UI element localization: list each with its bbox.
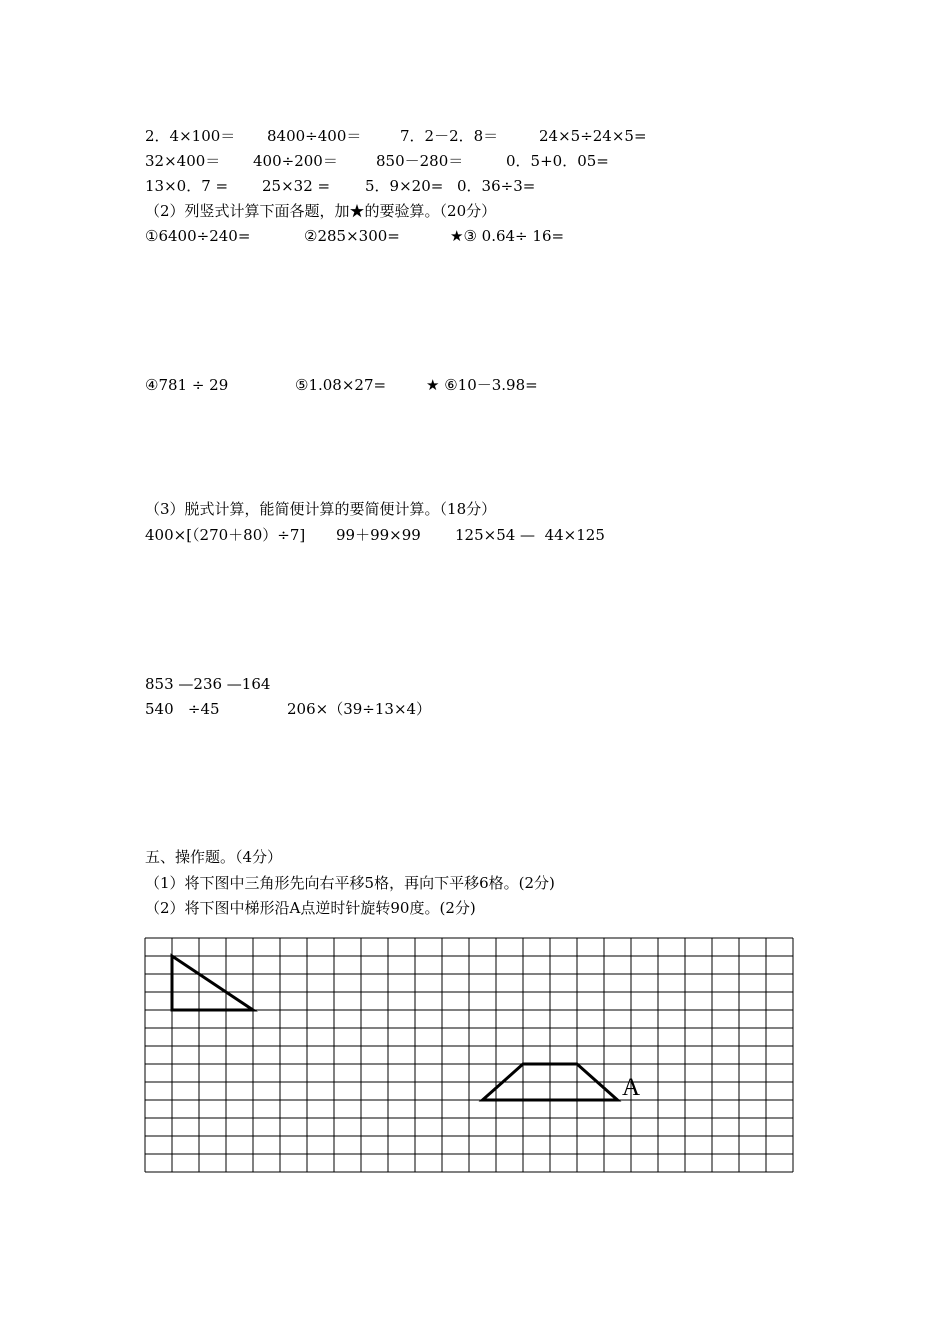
oral-calc-item: 25×32 = [262,177,331,195]
grid-canvas [144,937,795,1175]
step-calc-item: 400×[（270＋80）÷7] [145,526,306,544]
oral-calc-row-3 [145,175,536,197]
vertical-calc-item: ②285×300= [304,227,400,245]
triangle-shape [172,956,253,1010]
oral-calc-item: 5．9×20= [365,177,444,195]
oral-calc-item: 0．36÷3= [457,177,536,195]
vertical-calc-item: ★③ 0.64÷ 16= [450,227,565,245]
oral-calc-item: 8400÷400＝ [267,127,362,145]
section-heading: 五、操作题。（4分） [145,848,283,866]
vertical-calc-item: ★ ⑥10－3.98= [426,376,538,394]
oral-calc-item: 850－280＝ [376,152,464,170]
step-calc-item: 206×（39÷13×4） [287,700,432,718]
vertical-calc-row-2 [145,374,538,396]
step-calc-item: 99＋99×99 [336,526,421,544]
oral-calc-item: 13×0．7 = [145,177,229,195]
point-a-label: A [622,1074,641,1101]
oral-calc-item: 0．5+0．05= [506,152,609,170]
operation-task-2 [145,897,476,919]
section-heading: （2）列竖式计算下面各题，加★的要验算。（20分） [145,202,497,220]
operation-task-1 [145,872,555,894]
step-calc-row-3 [145,698,432,720]
oral-calc-row-2 [145,150,609,172]
square-grid [144,937,795,1175]
vertical-calc-item: ①6400÷240= [145,227,251,245]
oral-calc-item: 400÷200＝ [253,152,338,170]
task-text: （1）将下图中三角形先向右平移5格，再向下平移6格。(2分) [145,874,555,892]
vertical-calc-item: ④781 ÷ 29 [145,376,229,394]
section-heading: （3）脱式计算，能简便计算的要简便计算。（18分） [145,500,497,518]
step-calc-item: 125×54 — 44×125 [455,526,605,544]
vertical-calc-row-1 [145,225,565,247]
task-text: （2）将下图中梯形沿A点逆时针旋转90度。(2分) [145,899,476,917]
grid-lines [145,938,793,1172]
oral-calc-item: 32×400＝ [145,152,221,170]
step-calc-row-2 [145,673,271,695]
oral-calc-item: 2．4×100＝ [145,127,236,145]
step-calc-heading [145,498,497,520]
oral-calc-row-1 [145,125,647,147]
operation-heading [145,846,283,868]
step-calc-item: 540 ÷45 [145,700,220,718]
step-calc-row-1 [145,524,605,546]
vertical-calc-item: ⑤1.08×27= [295,376,387,394]
step-calc-item: 853 —236 —164 [145,675,271,693]
oral-calc-item: 24×5÷24×5= [539,127,647,145]
vertical-calc-heading [145,200,497,222]
oral-calc-item: 7．2－2．8＝ [400,127,499,145]
